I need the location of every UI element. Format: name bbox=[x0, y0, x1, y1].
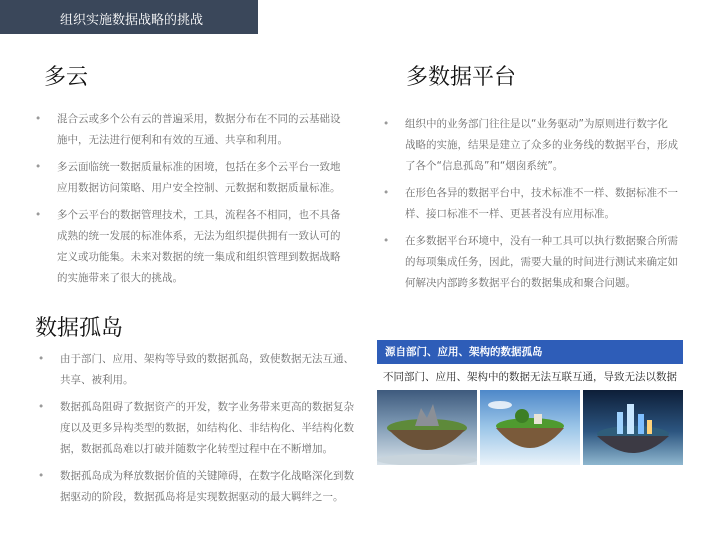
bullet-icon: • bbox=[38, 470, 45, 482]
list-item: • 组织中的业务部门往往是以“业务驱动”为原则进行数字化 战略的实施，结果是建立了众多的业务线的数据平台，形成 了各个“信息孤岛”和“烟囱系统”。 bbox=[383, 114, 703, 177]
list-item: • 在形色各异的数据平台中，技术标准不一样、数据标准不一 样、接口标准不一样、更甚者没有应用标准。 bbox=[383, 183, 703, 225]
multicloud-title: 多云 bbox=[44, 65, 89, 90]
multiplatform-title: 多数据平台 bbox=[406, 65, 517, 90]
bullet-icon: • bbox=[38, 401, 45, 413]
silo-illustration-box bbox=[377, 340, 683, 465]
bullet-icon: • bbox=[35, 113, 42, 125]
silo-box-heading: 源自部门、应用、架构的数据孤岛 bbox=[377, 340, 683, 364]
bullet-icon: • bbox=[383, 118, 390, 130]
header-bar bbox=[0, 0, 258, 34]
silos-title: 数据孤岛 bbox=[35, 316, 124, 341]
list-item: • 混合云或多个公有云的普遍采用，数据分布在不同的云基础设 施中，无法进行便利和有效的互通、共享和利用。 bbox=[35, 109, 355, 151]
multicloud-bullets bbox=[35, 109, 355, 295]
silo-images bbox=[377, 390, 683, 465]
silos-bullets bbox=[38, 349, 368, 514]
bullet-icon: • bbox=[383, 235, 390, 247]
silo-box-caption: 不同部门、应用、架构中的数据无法互联互通，导致无法以数据 bbox=[377, 364, 683, 390]
multiplatform-bullets bbox=[383, 114, 703, 300]
floating-island-image-2 bbox=[480, 390, 580, 465]
list-item: • 数据孤岛成为释放数据价值的关键障碍，在数字化战略深化到数 据驱动的阶段，数据孤岛将是实现数据驱动的最大羁绊之一。 bbox=[38, 466, 368, 508]
bullet-icon: • bbox=[38, 353, 45, 365]
floating-island-image-3 bbox=[583, 390, 683, 465]
list-item: • 多云面临统一数据质量标准的困境，包括在多个云平台一致地 应用数据访问策略、用户安全控制、元数据和数据质量标准。 bbox=[35, 157, 355, 199]
bullet-icon: • bbox=[383, 187, 390, 199]
bullet-icon: • bbox=[35, 161, 42, 173]
list-item: • 在多数据平台环境中，没有一种工具可以执行数据聚合所需 的每项集成任务，因此，需要大量的时间进行测试来确定如 何解决内部跨多数据平台的数据集成和聚合问题。 bbox=[383, 231, 703, 294]
bullet-icon: • bbox=[35, 209, 42, 221]
list-item: • 由于部门、应用、架构等导致的数据孤岛，致使数据无法互通、 共享、被利用。 bbox=[38, 349, 368, 391]
list-item: • 数据孤岛阻碍了数据资产的开发，数字业务带来更高的数据复杂 度以及更多异构类型的数据，如结构化、非结构化、半结构化数 据，数据孤岛难以打破并随数字化转型过程中在不断增加。 bbox=[38, 397, 368, 460]
floating-island-image-1 bbox=[377, 390, 477, 465]
page-title: 组织实施数据战略的挑战 bbox=[60, 13, 204, 28]
list-item: • 多个云平台的数据管理技术，工具，流程各不相同，也不具备 成熟的统一发展的标准体系，无法为组织提供拥有一致认可的 定义或功能集。未来对数据的统一集成和组织管理到数据战略 的实施带来了很大的挑战。 bbox=[35, 205, 355, 289]
